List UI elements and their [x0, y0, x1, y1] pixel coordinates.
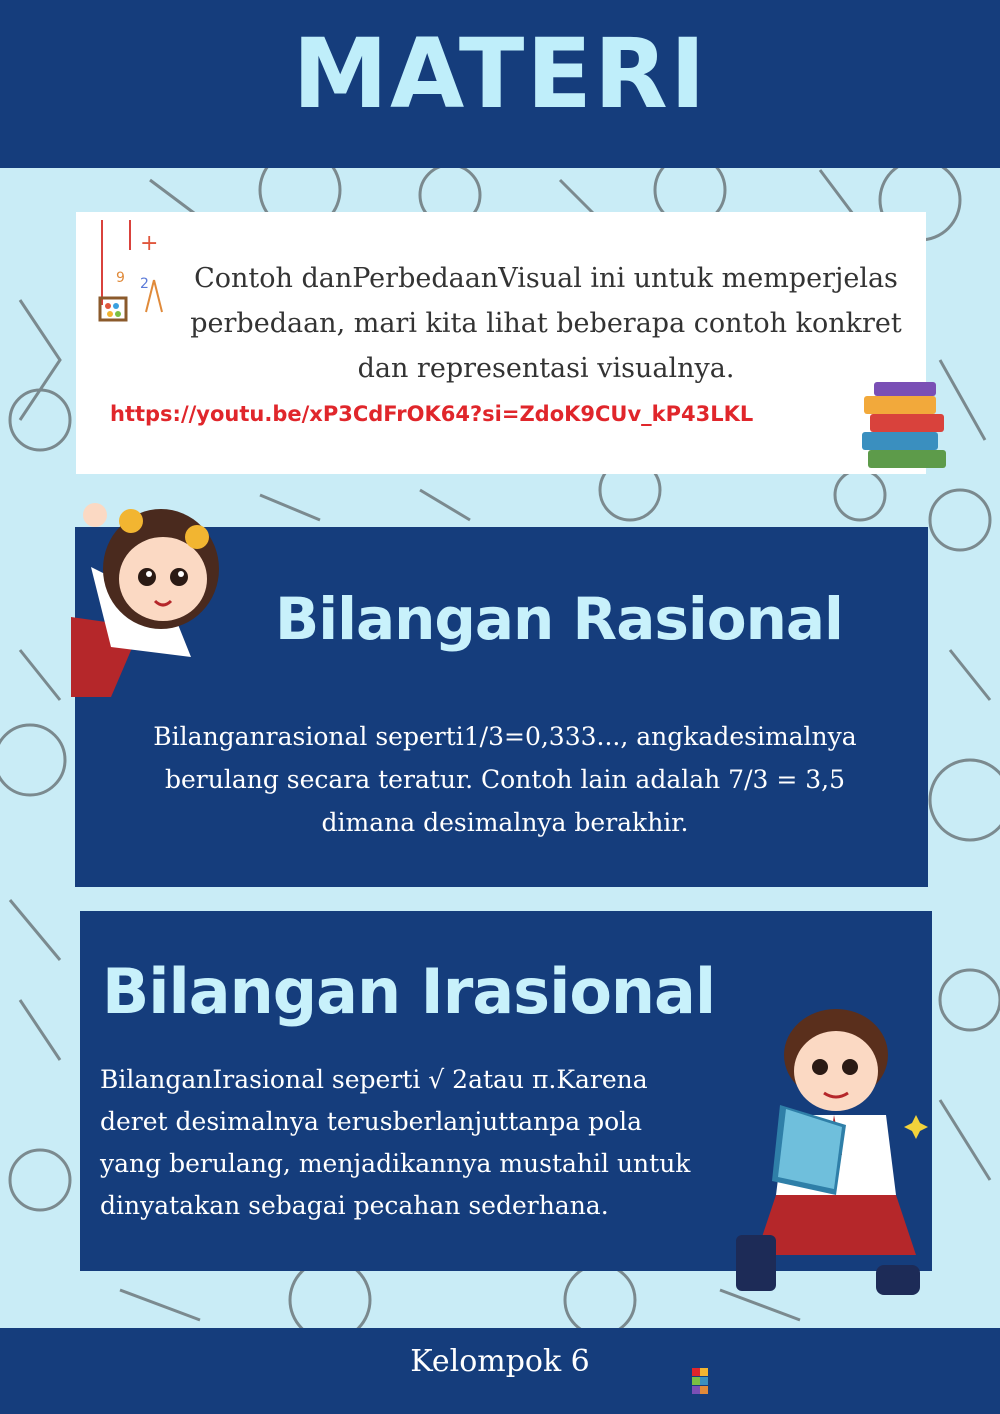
- footer-bar: [0, 1328, 1000, 1414]
- header-bar: [0, 0, 1000, 168]
- girl-student-illustration: [71, 497, 251, 697]
- svg-text:+: +: [140, 231, 159, 256]
- irasional-card: [80, 911, 932, 1271]
- rasional-card: [75, 527, 928, 887]
- math-abacus-icon: [96, 220, 166, 330]
- irasional-body-line: dinyatakan sebagai pecahan sederhana.: [100, 1191, 609, 1220]
- rasional-title: Bilangan Rasional: [275, 585, 843, 653]
- svg-text:9: 9: [116, 270, 125, 286]
- irasional-body-line: deret desimalnya terusberlanjuttanpa pola: [100, 1107, 643, 1136]
- irasional-body-line: yang berulang, menjadikannya mustahil untuk: [100, 1149, 691, 1178]
- rasional-body: Bilanganrasional seperti1/3=0,333..., angkadesimalnya berulang secara teratur. Contoh lain adalah 7/3 = 3,5 dimana desimalnya berakhir.: [153, 722, 857, 837]
- intro-box: [76, 212, 926, 474]
- footer-text: Kelompok 6: [410, 1344, 590, 1379]
- page-title: MATERI: [292, 18, 708, 130]
- irasional-body: [100, 1059, 760, 1227]
- books-stack-icon: [856, 380, 956, 472]
- youtube-link[interactable]: https://youtu.be/xP3CdFrOK64?si=ZdoK9CUv_kP43LKL: [110, 402, 754, 426]
- irasional-title: Bilangan Irasional: [102, 955, 716, 1028]
- intro-text: Contoh danPerbedaanVisual ini untuk memperjelas perbedaan, mari kita lihat beberapa contoh konkret dan representasi visualnya.: [190, 263, 902, 384]
- svg-text:2: 2: [140, 276, 149, 292]
- liveworksheets-logo: [690, 1368, 710, 1404]
- boy-reading-illustration: [716, 1005, 932, 1311]
- irasional-body-line: BilanganIrasional seperti √ 2atau π.Karena: [100, 1065, 648, 1094]
